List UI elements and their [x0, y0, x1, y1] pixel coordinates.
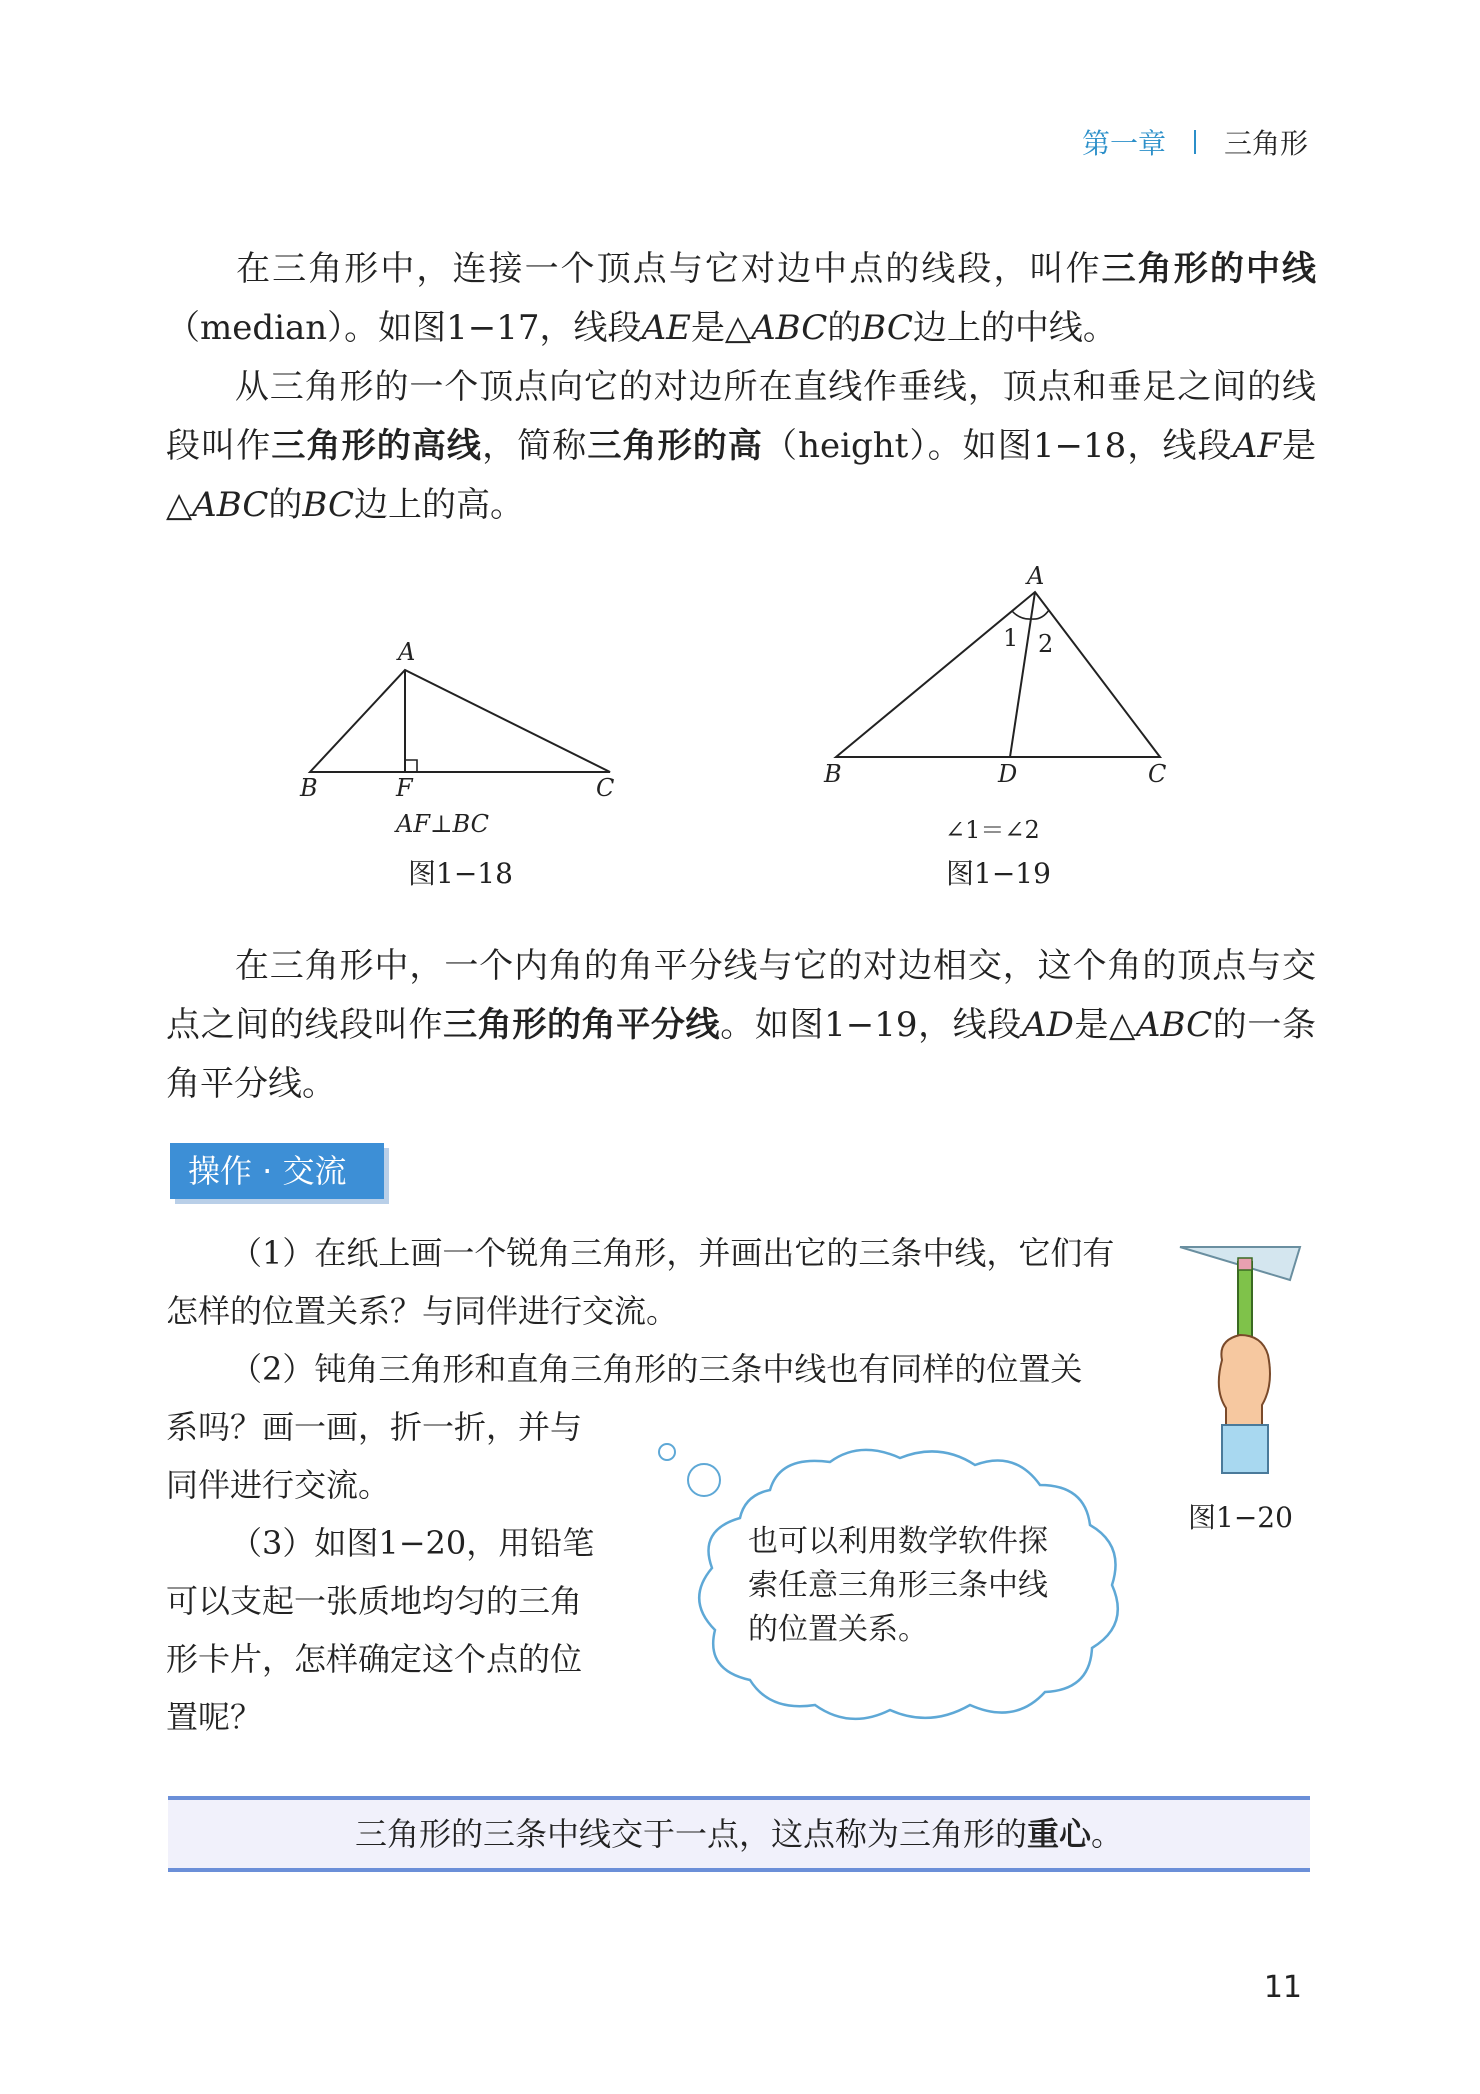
fig19-relation: ∠1＝∠2: [945, 816, 1040, 844]
fig18-caption: 图1−18: [408, 857, 513, 890]
term-altitude: 三角形的高: [587, 426, 763, 466]
chapter-number: 第一章: [1081, 127, 1166, 160]
triangle-abc-fig18: [310, 670, 610, 772]
p2-text-b: ，简称: [482, 426, 588, 466]
pencil-eraser: [1238, 1258, 1252, 1270]
page-number: 11: [1263, 1970, 1302, 2005]
label-b-fig19: B: [824, 760, 842, 788]
label-c-fig18: C: [596, 774, 615, 802]
activity-item-2a: （2）钝角三角形和直角三角形的三条中线也有同样的位置关: [230, 1350, 1083, 1388]
p1-text-d: 的: [827, 308, 862, 348]
term-centroid: 重心: [1026, 1815, 1091, 1853]
bisector-ad: [1010, 592, 1035, 757]
term-median: 三角形的中线: [1101, 249, 1317, 289]
angle-arc-2: [1032, 610, 1049, 619]
activity-item-2b: 系吗？画一画，折一折，并与: [166, 1408, 583, 1446]
triangle-abc-fig19: [836, 592, 1160, 757]
p1-text-c: 是△: [690, 308, 752, 348]
sleeve: [1222, 1425, 1268, 1473]
p2-text-c: （height）。如图1−18，线段: [763, 426, 1233, 466]
p2-text-e: 的: [268, 485, 303, 525]
p3-text-b: 。如图1−19，线段: [720, 1005, 1023, 1045]
p2-text-f: 边上的高。: [353, 485, 524, 525]
segment-ae: AE: [641, 308, 691, 348]
term-altitude-line: 三角形的高线: [271, 426, 483, 466]
side-bc: BC: [861, 308, 913, 348]
bubble-text: 也可以利用数学软件探索任意三角形三条中线的位置关系。: [748, 1524, 1048, 1647]
activity-item-1: [166, 1224, 1130, 1340]
segment-ad: AD: [1022, 1005, 1074, 1045]
summary-text-a: 三角形的三条中线交于一点，这点称为三角形的: [354, 1815, 1027, 1853]
bubble-dot-medium: [688, 1464, 720, 1496]
label-a-fig19: A: [1027, 562, 1045, 590]
summary-centroid-box: [168, 1796, 1310, 1872]
triangle-abc: ABC: [192, 485, 269, 525]
angle-arc-1: [1012, 611, 1032, 619]
chapter-title: 三角形: [1223, 127, 1308, 160]
activity-item-3b: 可以支起一张质地均匀的三角: [166, 1582, 583, 1620]
triangle-abc: ABC: [751, 308, 828, 348]
label-b-fig18: B: [300, 774, 318, 802]
label-angle-2: 2: [1038, 630, 1054, 658]
label-f-fig18: F: [396, 774, 413, 802]
bubble-dot-small: [659, 1444, 675, 1460]
p1-text-e: 边上的中线。: [912, 308, 1117, 348]
activity-item-2c: 同伴进行交流。: [166, 1466, 391, 1504]
p2-text-a: 从三角形的一个顶点向它的对边所在直线作垂线，顶点和垂足之间的线段叫作: [166, 367, 1316, 466]
fig18-relation: AF⊥BC: [396, 810, 489, 838]
section-tag-operate-communicate: 操作 · 交流: [170, 1143, 384, 1199]
activity-item-1-text: （1）在纸上画一个锐角三角形，并画出它的三条中线，它们有怎样的位置关系？与同伴进行交流。: [166, 1234, 1115, 1330]
fig20-caption: 图1−20: [1188, 1501, 1293, 1534]
activity-item-3a: （3）如图1−20，用铅笔: [230, 1524, 595, 1562]
figure-1-19: [836, 592, 1160, 757]
summary-text-b: 。: [1091, 1815, 1124, 1853]
p2-text-d: 是△: [166, 426, 1317, 525]
fig19-caption: 图1−19: [946, 857, 1051, 890]
label-d-fig19: D: [998, 760, 1018, 788]
p3-text-d: 的一条角平分线。: [166, 1005, 1317, 1104]
paragraph-bisector-definition: [166, 937, 1316, 1114]
p3-text-a: 在三角形中，一个内角的角平分线与它的对边相交，这个角的顶点与交点之间的线段叫作: [166, 946, 1316, 1045]
activity-item-3d: 置呢？: [166, 1698, 263, 1736]
p3-text-c: 是△: [1073, 1005, 1136, 1045]
triangle-abc: ABC: [1135, 1005, 1213, 1045]
side-bc: BC: [302, 485, 354, 525]
label-angle-1: 1: [1003, 624, 1019, 652]
p1-text-b: （median）。如图1−17，线段: [166, 308, 642, 348]
label-c-fig19: C: [1148, 760, 1167, 788]
p1-text-a: 在三角形中，连接一个顶点与它对边中点的线段，叫作: [234, 249, 1102, 289]
term-angle-bisector: 三角形的角平分线: [443, 1005, 721, 1045]
segment-af: AF: [1232, 426, 1281, 466]
label-a-fig18: A: [398, 638, 416, 666]
activity-item-3c: 形卡片，怎样确定这个点的位: [166, 1640, 583, 1678]
figure-1-20-illustration: [1180, 1247, 1300, 1473]
right-angle-mark: [405, 760, 417, 772]
figure-1-18: [310, 670, 610, 772]
